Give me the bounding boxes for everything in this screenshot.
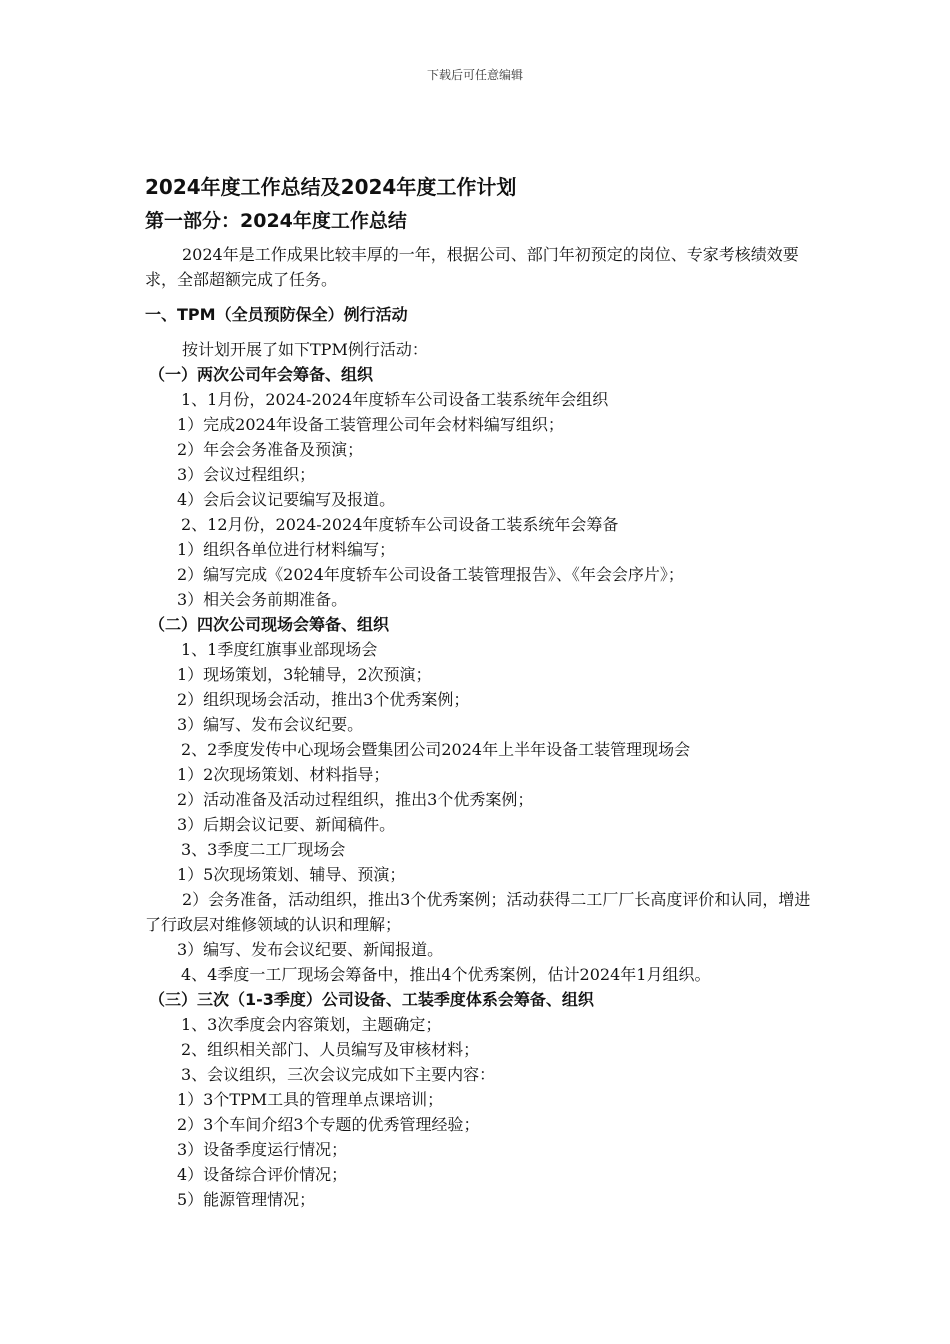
subsection-2-heading: （二）四次公司现场会筹备、组织 xyxy=(149,615,390,634)
list-item: 2）组织现场会活动，推出3个优秀案例； xyxy=(177,690,470,709)
subsection-3-heading: （三）三次（1-3季度）公司设备、工装季度体系会筹备、组织 xyxy=(149,990,594,1009)
list-item: 2）活动准备及活动过程组织，推出3个优秀案例； xyxy=(177,790,534,809)
document-title: 2024年度工作总结及2024年度工作计划 xyxy=(145,175,517,199)
section-1-lead: 按计划开展了如下TPM例行活动： xyxy=(182,340,428,359)
list-item: 3、3季度二工厂现场会 xyxy=(181,840,346,859)
list-item: 2）编写完成《2024年度轿车公司设备工装管理报告》、《年会会序片》； xyxy=(177,565,684,584)
list-item: 3）编写、发布会议纪要、新闻报道。 xyxy=(177,940,444,959)
list-item: 1）5次现场策划、辅导、预演； xyxy=(177,865,406,884)
list-item: 4）设备综合评价情况； xyxy=(177,1165,348,1184)
list-item: 3）会议过程组织； xyxy=(177,465,316,484)
list-item: 1）现场策划，3轮辅导，2次预演； xyxy=(177,665,432,684)
document-body xyxy=(145,170,815,1212)
list-item: 4）会后会议记要编写及报道。 xyxy=(177,490,396,509)
list-item: 3）后期会议记要、新闻稿件。 xyxy=(177,815,396,834)
list-item: 2）3个车间介绍3个专题的优秀管理经验； xyxy=(177,1115,480,1134)
list-item: 3）相关会务前期准备。 xyxy=(177,590,348,609)
list-item: 1）完成2024年设备工装管理公司年会材料编写组织； xyxy=(177,415,564,434)
list-item: 1、3次季度会内容策划，主题确定； xyxy=(181,1015,442,1034)
list-item: 1）3个TPM工具的管理单点课培训； xyxy=(177,1090,444,1109)
list-item: 2）会务准备，活动组织，推出3个优秀案例；活动获得二工厂厂长高度评价和认同，增进了行政层对维修领域的认识和理解； xyxy=(145,890,811,934)
list-item: 1）组织各单位进行材料编写； xyxy=(177,540,396,559)
list-item: 1、1季度红旗事业部现场会 xyxy=(181,640,378,659)
list-item: 1）2次现场策划、材料指导； xyxy=(177,765,390,784)
list-item: 3）编写、发布会议纪要。 xyxy=(177,715,364,734)
list-item: 2）年会会务准备及预演； xyxy=(177,440,364,459)
header-note: 下载后可任意编辑 xyxy=(426,68,523,82)
list-item: 3、会议组织，三次会议完成如下主要内容： xyxy=(181,1065,496,1084)
list-item: 4、4季度一工厂现场会筹备中，推出4个优秀案例，估计2024年1月组织。 xyxy=(181,965,711,984)
list-item: 3）设备季度运行情况； xyxy=(177,1140,348,1159)
list-item: 2、组织相关部门、人员编写及审核材料； xyxy=(181,1040,480,1059)
part-one-title: 第一部分：2024年度工作总结 xyxy=(145,210,407,232)
list-item: 5）能源管理情况； xyxy=(177,1190,316,1209)
intro-paragraph: 2024年是工作成果比较丰厚的一年，根据公司、部门年初预定的岗位、专家考核绩效要求，全部超额完成了任务。 xyxy=(145,245,799,289)
section-1-heading: 一、TPM（全员预防保全）例行活动 xyxy=(145,305,408,324)
list-item: 2、2季度发传中心现场会暨集团公司2024年上半年设备工装管理现场会 xyxy=(181,740,691,759)
subsection-1-heading: （一）两次公司年会筹备、组织 xyxy=(149,365,374,384)
list-item: 1、1月份，2024-2024年度轿车公司设备工装系统年会组织 xyxy=(181,390,609,409)
list-item: 2、12月份，2024-2024年度轿车公司设备工装系统年会筹备 xyxy=(181,515,619,534)
